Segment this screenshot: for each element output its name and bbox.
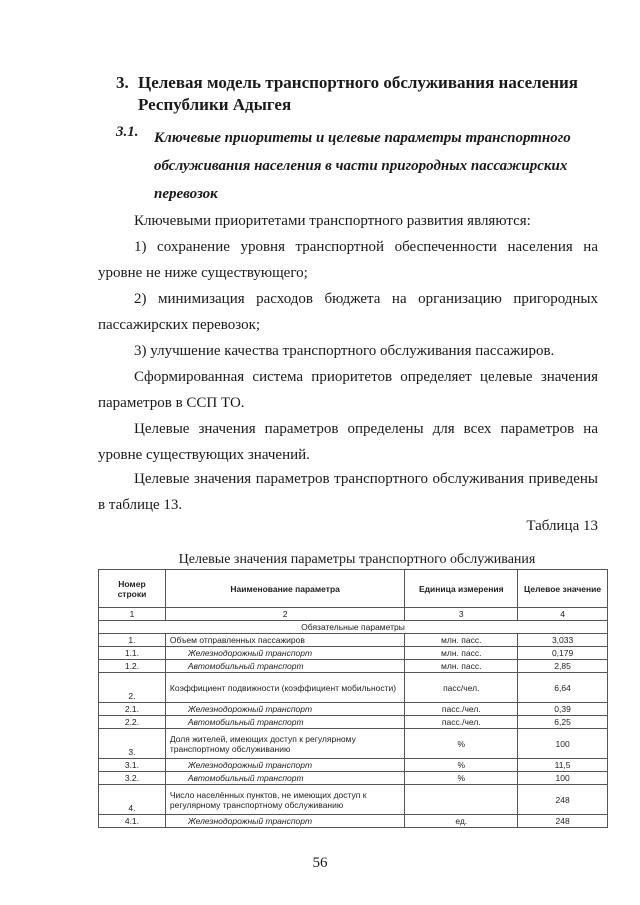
page-number: 56 [312, 855, 328, 871]
row-parameter: Автомобильный транспорт [165, 772, 404, 785]
row-value: 0,179 [518, 647, 608, 660]
row-value: 248 [518, 815, 608, 828]
row-value: 100 [518, 772, 608, 785]
row-number: 4.1. [99, 815, 166, 828]
table-row [99, 660, 608, 673]
table-header: Наименование параметра [165, 570, 404, 608]
paragraph: 1) сохранение уровня транспортной обеспеченности населения на уровне не ниже существующего; [98, 239, 598, 281]
table-row [99, 772, 608, 785]
table-header-number: 2 [165, 608, 404, 621]
table-row [99, 703, 608, 716]
table-row [99, 647, 608, 660]
row-parameter: Автомобильный транспорт [165, 660, 404, 673]
row-unit: млн. пасс. [405, 634, 518, 647]
row-value: 11,5 [518, 759, 608, 772]
row-value: 2,85 [518, 660, 608, 673]
row-value: 3,033 [518, 634, 608, 647]
row-parameter: Коэффициент подвижности (коэффициент мобильности) [165, 673, 404, 703]
row-parameter: Автомобильный транспорт [165, 716, 404, 729]
row-unit: пасс./чел. [405, 703, 518, 716]
table-row [99, 785, 608, 815]
subsection-number: 3.1. [116, 124, 139, 140]
paragraph: Целевые значения параметров транспортного обслуживания приведены в таблице 13. [98, 471, 598, 513]
section-title-line1: Целевая модель транспортного обслуживания населения [138, 73, 578, 92]
row-parameter: Число населённых пунктов, не имеющих доступ к регулярному транспортному обслуживанию [165, 785, 404, 815]
table-row [99, 729, 608, 759]
row-unit: % [405, 759, 518, 772]
paragraph: 2) минимизация расходов бюджета на организацию пригородных пассажирских перевозок; [98, 291, 598, 333]
row-number: 1.2. [99, 660, 166, 673]
table-row [99, 673, 608, 703]
row-unit: % [405, 729, 518, 759]
table-header-number: 1 [99, 608, 166, 621]
row-parameter: Железнодорожный транспорт [165, 815, 404, 828]
paragraph: Сформированная система приоритетов определяет целевые значения параметров в ССП ТО. [98, 369, 598, 411]
paragraph: 3) улучшение качества транспортного обслуживания пассажиров. [134, 343, 555, 359]
row-number: 3. [99, 729, 166, 759]
paragraph: Целевые значения параметров определены для всех параметров на уровне существующих значений. [98, 421, 598, 463]
row-number: 4. [99, 785, 166, 815]
row-unit: млн. пасс. [405, 647, 518, 660]
table-header: Единица измерения [405, 570, 518, 608]
row-value: 248 [518, 785, 608, 815]
row-unit: млн. пасс. [405, 660, 518, 673]
table-section-row: Обязательные параметры [99, 621, 608, 634]
row-number: 2.2. [99, 716, 166, 729]
row-number: 3.2. [99, 772, 166, 785]
table-header-number: 4 [518, 608, 608, 621]
row-parameter: Железнодорожный транспорт [165, 703, 404, 716]
row-unit: пасс/чел. [405, 673, 518, 703]
row-value: 6,25 [518, 716, 608, 729]
section-number: 3. [116, 73, 129, 92]
table-header: Номер строки [99, 570, 166, 608]
row-number: 2.1. [99, 703, 166, 716]
row-number: 3.1. [99, 759, 166, 772]
row-unit: ед. [405, 815, 518, 828]
row-unit [405, 785, 518, 815]
row-parameter: Железнодорожный транспорт [165, 647, 404, 660]
table-title: Целевые значения параметры транспортного обслуживания [178, 552, 536, 567]
table-row [99, 716, 608, 729]
subsection-title: Ключевые приоритеты и целевые параметры транспортного обслуживания населения в части пригородных пассажирских перевозок [154, 130, 571, 202]
section-title-line2: Республики Адыгея [138, 95, 292, 114]
parameters-table [98, 569, 608, 828]
row-unit: % [405, 772, 518, 785]
row-number: 2. [99, 673, 166, 703]
section-heading [116, 72, 596, 116]
table-header: Целевое значение [518, 570, 608, 608]
paragraph: Ключевыми приоритетами транспортного развития являются: [134, 213, 531, 229]
table-header-number: 3 [405, 608, 518, 621]
table-row [99, 759, 608, 772]
table-row [99, 634, 608, 647]
row-value: 0,39 [518, 703, 608, 716]
row-parameter: Железнодорожный транспорт [165, 759, 404, 772]
table-row [99, 815, 608, 828]
row-unit: пасс./чел. [405, 716, 518, 729]
row-parameter: Доля жителей, имеющих доступ к регулярному транспортному обслуживанию [165, 729, 404, 759]
row-number: 1. [99, 634, 166, 647]
table-caption: Таблица 13 [526, 518, 598, 534]
row-value: 6,64 [518, 673, 608, 703]
row-number: 1.1. [99, 647, 166, 660]
row-value: 100 [518, 729, 608, 759]
row-parameter: Объем отправленных пассажиров [165, 634, 404, 647]
